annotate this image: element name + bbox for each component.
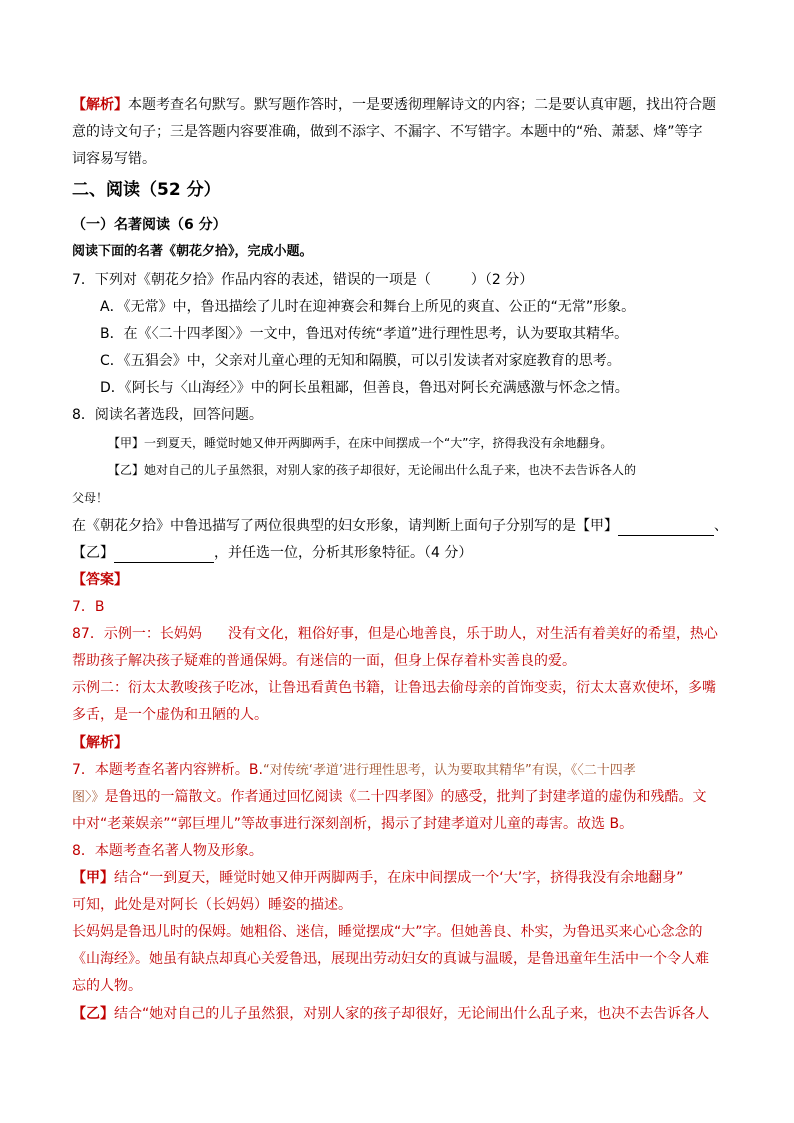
excerpt-yi-line-2: 父母！ (72, 491, 109, 505)
answer-8-line-4: 多舌，是一个虚伪和丑陋的人。 (72, 707, 268, 723)
answer-8-line-2: 帮助孩子解决孩子疑难的普通保姆。有迷信的一面，但身上保存着朴实善良的爱。 (72, 653, 576, 669)
excerpt-yi-line-1: 【乙】她对自己的儿子虽然狠，对别人家的孩子却很好，无论闹出什么乱子来，也决不去告诉各人的 (108, 463, 637, 477)
explain-7-line-3: 中对“老莱娱亲”“郭巨埋儿”等故事进行深刻剖析，揭示了封建孝道对儿童的毒害。故选 B。 (72, 816, 634, 832)
analysis-2-tag: 【解析】 (72, 735, 128, 751)
answer-8-line-1: 87．示例一：长妈妈 没有文化，粗俗好事，但是心地善良，乐于助人，对生活有着美好的希望，热心 (72, 626, 718, 642)
explain-8-para-line-2: 《山海经》。她虽有缺点却真心关爱鲁迅，展现出劳动妇女的真诚与温暖，是鲁迅童年生活中一个令人难 (72, 951, 709, 967)
question-7-option-a: A．《无常》中，鲁迅描绘了儿时在迎神赛会和舞台上所见的爽直、公正的“无常”形象。 (100, 299, 636, 315)
explain-8-para-line-3: 忘的人物。 (72, 978, 142, 994)
question-8-stem: 8．阅读名著选段，回答问题。 (72, 407, 263, 423)
answer-7: 7．B (72, 599, 105, 615)
excerpt-jia: 【甲】一到夏天，睡觉时她又伸开两脚两手，在床中间摆成一个“大”字，挤得我没有余地翻身。 (108, 436, 613, 450)
explain-8-line-1: 8．本题考查名著人物及形象。 (72, 843, 263, 859)
part-1-title: （一）名著阅读（6 分） (72, 217, 227, 233)
question-8-ask-line-2: 【乙】 ，并任选一位，分析其形象特征。（4 分） (72, 545, 473, 561)
answer-blank-yi[interactable] (114, 546, 214, 563)
explain-8-jia-line-1: 【甲】结合“一到夏天，睡觉时她又伸开两脚两手，在床中间摆成一个‘大’字，挤得我没有余地翻身” (72, 870, 684, 886)
answer-8-line-3: 示例二：衍太太教唆孩子吃冰，让鲁迅看黄色书籍，让鲁迅去偷母亲的首饰变卖，衍太太喜欢使坏，多嘴 (72, 680, 716, 696)
analysis-1-line-3: 词容易写错。 (72, 151, 156, 167)
explain-8-jia-line-2: 可知，此处是对阿长（长妈妈）睡姿的描述。 (72, 897, 352, 913)
analysis-1-line-2: 意的诗文句子；三是答题内容要准确，做到不添字、不漏字、不写错字。本题中的“殆、萧瑟、烽”等字 (72, 124, 703, 140)
explain-7-line-1: 7．本题考查名著内容辨析。B.“对传统‘孝道’进行理性思考，认为要取其精华”有误，《〈二十四孝 (72, 762, 636, 778)
explain-7-line-2: 图〉》是鲁迅的一篇散文。作者通过回忆阅读《二十四孝图》的感受，批判了封建孝道的虚伪和残酷。文 (72, 789, 707, 805)
analysis-tag: 【解析】 (72, 97, 128, 113)
analysis-1-line-1: 【解析】本题考查名句默写。默写题作答时，一是要透彻理解诗文的内容；二是要认真审题，找出符合题 (72, 97, 716, 113)
question-7-option-b: B．在《〈二十四孝图〉》一文中，鲁迅对传统“孝道”进行理性思考，认为要取其精华。 (100, 326, 629, 342)
answer-blank-jia[interactable] (618, 519, 714, 536)
answer-tag: 【答案】 (72, 572, 128, 588)
question-8-ask-line-1: 在《朝花夕拾》中鲁迅描写了两位很典型的妇女形象，请判断上面句子分别写的是【甲】 、 (72, 518, 728, 534)
section-2-title: 二、阅读（52 分） (72, 180, 221, 200)
question-7-option-d: D．《阿长与〈山海经〉》中的阿长虽粗鄙，但善良，鲁迅对阿长充满感激与怀念之情。 (100, 380, 629, 396)
explain-8-yi-line-1: 【乙】结合“她对自己的儿子虽然狠，对别人家的孩子却很好，无论闹出什么乱子来，也决不去告诉各人 (72, 1006, 710, 1022)
explain-8-para-line-1: 长妈妈是鲁迅儿时的保姆。她粗俗、迷信，睡觉摆成“大”字。但她善良、朴实，为鲁迅买来心心念念的 (72, 924, 703, 940)
question-7-option-c: C．《五猖会》中，父亲对儿童心理的无知和隔膜，可以引发读者对家庭教育的思考。 (100, 353, 621, 369)
question-7-stem: 7．下列对《朝花夕拾》作品内容的表述，错误的一项是（ ）（2 分） (72, 272, 534, 288)
reading-instruction: 阅读下面的名著《朝花夕拾》，完成小题。 (72, 244, 313, 259)
